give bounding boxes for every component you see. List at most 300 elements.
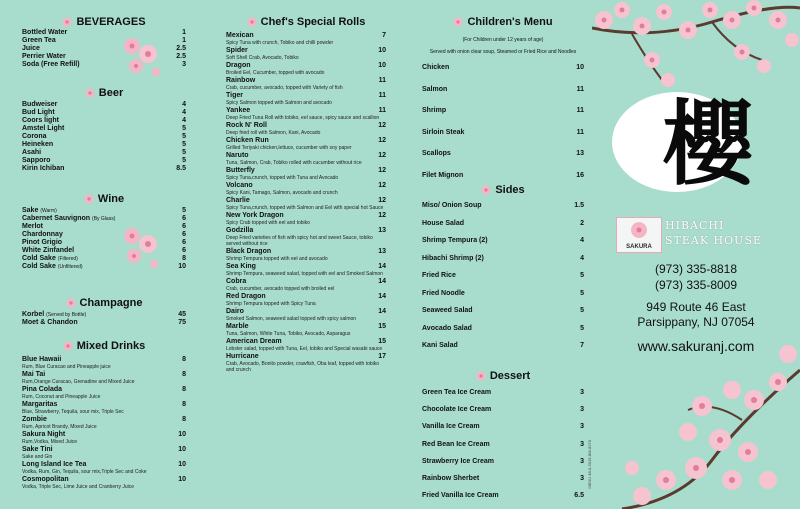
menu-item bbox=[22, 461, 186, 475]
children-age-note: (For Children under 12 years of age) bbox=[462, 37, 544, 43]
menu-item-description: Rum,Orange Curacao, Grenadine and Mixed Juice bbox=[22, 379, 135, 385]
menu-item-price: 1.5 bbox=[574, 202, 584, 209]
mixed-drinks-title: Mixed Drinks bbox=[76, 340, 146, 352]
menu-item bbox=[422, 290, 584, 307]
menu-item bbox=[22, 215, 186, 223]
menu-item-price: 16 bbox=[576, 171, 584, 179]
menu-item-name-text: Marble bbox=[226, 323, 249, 330]
menu-item-price: 10 bbox=[178, 446, 186, 453]
menu-item bbox=[22, 109, 186, 117]
logo-text: SAKURA bbox=[626, 244, 652, 250]
menu-item bbox=[226, 152, 386, 166]
menu-item-row bbox=[226, 47, 386, 55]
menu-item-name-text: Bottled Water bbox=[22, 29, 68, 36]
champagne-title: Champagne bbox=[79, 297, 143, 309]
menu-item-name bbox=[226, 167, 255, 175]
menu-item-price: 8.5 bbox=[176, 165, 186, 172]
champagne-list bbox=[22, 311, 186, 327]
menu-item-name-text: Korbel bbox=[22, 311, 45, 318]
menu-item-description: Vodka, Triple Sec, Lime Juice and Cranberry Juice bbox=[22, 484, 134, 490]
menu-item-name bbox=[226, 107, 250, 115]
menu-item-price: 1 bbox=[182, 37, 186, 44]
menu-item-name-text: Budweiser bbox=[22, 101, 58, 108]
menu-item-name-text: Moet & Chandon bbox=[22, 319, 78, 326]
logo-blossom-icon bbox=[617, 218, 661, 242]
menu-item-name-text: American Dream bbox=[226, 338, 282, 345]
menu-item-row bbox=[22, 319, 186, 327]
menu-item-price: 8 bbox=[182, 371, 186, 378]
menu-item-row bbox=[226, 248, 386, 256]
menu-item-row bbox=[422, 406, 584, 414]
menu-item-description: Rum, Apricot Brandy, Mixed Juice bbox=[22, 424, 97, 430]
menu-item-price: 5 bbox=[580, 272, 584, 279]
menu-item-row bbox=[22, 371, 186, 379]
menu-item-name bbox=[22, 476, 69, 484]
phone-2: (973) 335-8009 bbox=[654, 278, 738, 292]
menu-item-price: 3 bbox=[580, 423, 584, 431]
menu-item-price: 14 bbox=[378, 308, 386, 315]
menu-item-row bbox=[226, 293, 386, 301]
menu-item-name bbox=[22, 125, 64, 133]
menu-item-name-text: Cobra bbox=[226, 278, 247, 285]
blossom-cluster-icon bbox=[118, 224, 168, 274]
menu-item-name bbox=[226, 152, 249, 160]
menu-item bbox=[22, 157, 186, 165]
menu-item-price: 10 bbox=[178, 263, 186, 270]
menu-item bbox=[22, 165, 186, 173]
menu-item-name bbox=[22, 263, 83, 271]
menu-item-price: 13 bbox=[378, 227, 386, 234]
menu-item-name-text: Black Dragon bbox=[226, 248, 272, 255]
menu-item-name-text: Sakura Night bbox=[22, 431, 66, 438]
menu-item-description: Spicy Kani, Tamago, Salmon, avocado and crunch bbox=[226, 190, 338, 196]
menu-item-name bbox=[422, 406, 491, 414]
menu-item-name bbox=[226, 137, 269, 145]
menu-item-row bbox=[22, 133, 186, 141]
menu-item-name bbox=[226, 182, 253, 190]
menu-item-row bbox=[22, 416, 186, 424]
menu-item-name bbox=[226, 32, 254, 40]
menu-item bbox=[422, 342, 584, 359]
menu-item-row bbox=[422, 342, 584, 350]
menu-item-price: 12 bbox=[378, 197, 386, 204]
menu-item-price: 75 bbox=[178, 319, 186, 326]
menu-item-price: 5 bbox=[580, 324, 584, 332]
menu-item-name bbox=[422, 220, 464, 228]
menu-item-price: 4 bbox=[182, 101, 186, 108]
menu-item bbox=[22, 125, 186, 133]
menu-item bbox=[226, 167, 386, 181]
menu-item-name-text: Strawberry Ice Cream bbox=[422, 457, 494, 465]
menu-item-price: 5 bbox=[580, 307, 584, 314]
children-section bbox=[422, 15, 584, 193]
menu-item-name-text: Filet Mignon bbox=[422, 171, 464, 179]
blossom-icon bbox=[66, 298, 76, 308]
menu-item-name-text: Kani Salad bbox=[422, 342, 458, 349]
menu-item bbox=[22, 431, 186, 445]
menu-item-row bbox=[226, 122, 386, 130]
menu-item-row bbox=[22, 431, 186, 439]
menu-item-row bbox=[422, 272, 584, 280]
menu-item bbox=[422, 458, 584, 474]
menu-item bbox=[226, 278, 386, 292]
menu-item-name-text: Fried Vanilla Ice Cream bbox=[422, 492, 499, 500]
menu-item-name bbox=[226, 122, 267, 130]
menu-item-name-text: Pinot Grigio bbox=[22, 239, 63, 246]
menu-item-description: Rum,Vodka, Mixed Juice bbox=[22, 439, 78, 445]
menu-item-name bbox=[422, 492, 499, 500]
menu-item bbox=[22, 386, 186, 400]
menu-item-row bbox=[422, 492, 584, 500]
menu-item-name-text: Juice bbox=[22, 45, 40, 52]
menu-item bbox=[22, 133, 186, 141]
menu-item-name-text: Fried Rice bbox=[422, 272, 456, 279]
menu-item-description: Grilled Teriyaki chicken,lettuce, cucumber with soy paper bbox=[226, 145, 352, 151]
menu-item bbox=[422, 492, 584, 508]
beer-list bbox=[22, 101, 186, 173]
menu-item-name-text: Margaritas bbox=[22, 401, 58, 408]
sides-title: Sides bbox=[495, 184, 525, 196]
menu-item-row bbox=[422, 458, 584, 466]
menu-item-description: Rum, Blue Curacao and Pineapple juice bbox=[22, 364, 111, 370]
menu-item-name-text: Perrier Water bbox=[22, 53, 66, 60]
menu-item-price: 1 bbox=[182, 29, 186, 36]
menu-item-name bbox=[226, 47, 248, 55]
sides-section bbox=[422, 183, 584, 360]
menu-item-name bbox=[226, 77, 255, 85]
blossom-icon bbox=[476, 371, 486, 381]
menu-item-price: 3 bbox=[580, 389, 584, 396]
menu-item-description: Rum, Coconut and Pineapple Juice bbox=[22, 394, 101, 400]
menu-item-name bbox=[422, 307, 473, 315]
menu-item-row bbox=[22, 109, 186, 117]
menu-item-row bbox=[226, 308, 386, 316]
menu-item-price: 8 bbox=[182, 401, 186, 408]
menu-item-name bbox=[226, 62, 251, 70]
menu-item-name-text: Merlot bbox=[22, 223, 43, 230]
menu-item bbox=[22, 476, 186, 490]
menu-item-price: 4 bbox=[580, 254, 584, 262]
menu-item-name bbox=[22, 207, 57, 215]
menu-item-name-text: Heineken bbox=[22, 141, 54, 148]
menu-item-row bbox=[22, 165, 186, 173]
menu-item bbox=[226, 338, 386, 352]
menu-item-price: 10 bbox=[178, 476, 186, 483]
menu-item-name bbox=[22, 239, 62, 247]
menu-item-name-text: Sake Tini bbox=[22, 446, 53, 453]
menu-item-row bbox=[422, 86, 584, 94]
menu-item-name bbox=[22, 247, 74, 255]
kanji-logo: 櫻 bbox=[662, 90, 755, 198]
menu-item bbox=[422, 441, 584, 457]
dessert-list bbox=[422, 389, 584, 508]
menu-item-name bbox=[422, 475, 479, 483]
menu-item-description: Shrimp Tempura, seaweed salad, topped with eel and Smoked Salmon bbox=[226, 271, 383, 277]
wine-title: Wine bbox=[97, 193, 125, 205]
menu-item-name bbox=[422, 202, 482, 210]
menu-item-name-text: House Salad bbox=[422, 219, 465, 227]
menu-item-row bbox=[22, 401, 186, 409]
menu-item-name-text: Corona bbox=[22, 133, 47, 140]
menu-item bbox=[226, 353, 386, 373]
menu-item-name-text: Sapporo bbox=[22, 157, 51, 164]
blossom-icon bbox=[85, 88, 95, 98]
menu-item-description: Crab, cucumber, avocado, topped with Variety of fish bbox=[226, 85, 343, 91]
menu-item-price: 2.5 bbox=[176, 45, 186, 52]
restaurant-name bbox=[665, 218, 762, 248]
menu-item-description: Shrimp Tempura topped with Spicy Tuna bbox=[226, 301, 316, 307]
menu-item bbox=[226, 323, 386, 337]
menu-item-name-text: Amstel Light bbox=[22, 125, 65, 132]
menu-item-name-text: Sake bbox=[22, 207, 39, 214]
menu-item-name bbox=[22, 416, 47, 424]
menu-item-name-text: Dragon bbox=[226, 62, 251, 69]
menu-item bbox=[22, 446, 186, 460]
menu-item-name bbox=[226, 227, 253, 235]
menu-item-name bbox=[226, 293, 266, 301]
menu-item-name-text: Rainbow bbox=[226, 77, 256, 84]
menu-item-name bbox=[422, 237, 488, 245]
menu-item-name-text: Dairo bbox=[226, 308, 244, 315]
menu-item-name bbox=[22, 386, 62, 394]
menu-item-name bbox=[22, 109, 55, 117]
menu-item-name bbox=[226, 92, 243, 100]
menu-item bbox=[22, 356, 186, 370]
menu-item-price: 11 bbox=[576, 107, 584, 114]
menu-item-name-text: Vanilla Ice Cream bbox=[422, 423, 480, 431]
menu-item-name bbox=[22, 431, 65, 439]
menu-item-price: 13 bbox=[378, 248, 386, 255]
menu-item-price: 5 bbox=[182, 207, 186, 214]
menu-item-price: 7 bbox=[580, 342, 584, 349]
menu-item-description: Spicy Tuna with crunch, Tobiko and chilli powder bbox=[226, 40, 334, 46]
menu-item-row bbox=[22, 461, 186, 469]
menu-item-name bbox=[226, 197, 250, 205]
menu-item-row bbox=[422, 307, 584, 315]
menu-item-price: 5 bbox=[182, 125, 186, 132]
menu-item-name-text: Butterfly bbox=[226, 167, 255, 174]
menu-item-row bbox=[22, 125, 186, 133]
rolls-title: Chef's Special Rolls bbox=[260, 16, 366, 28]
menu-item-row bbox=[226, 182, 386, 190]
menu-item-name-text: Chardonnay bbox=[22, 231, 63, 238]
menu-item-name-text: Rainbow Sherbet bbox=[422, 474, 480, 482]
menu-item-name bbox=[22, 101, 57, 109]
menu-item bbox=[22, 311, 186, 319]
blossom-icon bbox=[62, 17, 72, 27]
menu-item-description: Shrimp Tempura topped with eel and avocado bbox=[226, 256, 328, 262]
beer-title: Beer bbox=[98, 87, 124, 99]
menu-item-row bbox=[226, 137, 386, 145]
menu-item-row bbox=[226, 167, 386, 175]
website: www.sakuranj.com bbox=[637, 338, 755, 354]
menu-item-name-text: Long Island Ice Tea bbox=[22, 461, 87, 468]
restaurant-name-line2: STEAK HOUSE bbox=[665, 234, 763, 247]
menu-item-description: Crab, cucumber, avocado topped with broiled eel bbox=[226, 286, 335, 292]
menu-item-name-text: Rock N' Roll bbox=[226, 122, 267, 129]
menu-item-price: 14 bbox=[378, 293, 386, 300]
menu-item-price: 10 bbox=[576, 64, 584, 71]
menu-item-name-text: Green Tea bbox=[22, 37, 56, 44]
menu-item bbox=[422, 406, 584, 422]
menu-item-name bbox=[422, 172, 463, 180]
menu-item bbox=[22, 117, 186, 125]
menu-item-price: 8 bbox=[182, 255, 186, 262]
menu-item-price: 14 bbox=[378, 263, 386, 270]
menu-item-row bbox=[22, 207, 186, 215]
menu-item-name-text: Tiger bbox=[226, 92, 243, 99]
menu-item bbox=[226, 293, 386, 307]
menu-item bbox=[422, 220, 584, 237]
menu-item bbox=[226, 263, 386, 277]
menu-item-name-text: Hibachi Shrimp (2) bbox=[422, 254, 484, 262]
menu-item-price: 6 bbox=[182, 215, 186, 222]
menu-item-price: 12 bbox=[378, 122, 386, 129]
menu-item-name bbox=[422, 458, 494, 466]
menu-item-price: 6 bbox=[182, 223, 186, 230]
menu-item-name-text: Mexican bbox=[226, 32, 254, 39]
menu-item-name-text: Seaweed Salad bbox=[422, 307, 473, 314]
menu-item-name bbox=[422, 255, 484, 263]
menu-item-price: 15 bbox=[378, 323, 386, 330]
menu-item-price: 4 bbox=[182, 117, 186, 124]
menu-item bbox=[422, 272, 584, 289]
menu-item-name-text: Cabernet Sauvignon bbox=[22, 215, 91, 222]
menu-item-name bbox=[22, 319, 78, 327]
menu-item-row bbox=[422, 107, 584, 115]
menu-item-name-text: Naruto bbox=[226, 152, 249, 159]
menu-item-name bbox=[22, 29, 67, 37]
menu-item-name bbox=[422, 64, 449, 72]
menu-item-name-text: Shrimp Tempura (2) bbox=[422, 237, 488, 244]
menu-item-name bbox=[422, 441, 490, 449]
menu-item-price: 11 bbox=[378, 92, 386, 99]
menu-item-name bbox=[422, 389, 491, 397]
menu-item-row bbox=[422, 441, 584, 449]
menu-item-price: 12 bbox=[378, 167, 386, 174]
menu-item bbox=[22, 207, 186, 215]
menu-item-price: 6 bbox=[182, 231, 186, 238]
rolls-list bbox=[226, 32, 386, 373]
menu-item-description: Sake and Gin bbox=[22, 454, 53, 460]
menu-item bbox=[226, 62, 386, 76]
menu-item-name-text: Red Dragon bbox=[226, 293, 266, 300]
menu-item-description: Spicy Crab topped with eel and tobiko bbox=[226, 220, 310, 226]
mixed-drinks-list bbox=[22, 356, 186, 490]
menu-item-description: Deep Fried varieties of fish with spicy hot and sweet Sauce, tobiko served without rice bbox=[226, 235, 373, 247]
menu-item bbox=[226, 227, 386, 247]
menu-item-row bbox=[226, 278, 386, 286]
menu-item-description: Spicy Tuna,crunch, topped with Tuna and Avocado bbox=[226, 175, 339, 181]
menu-item bbox=[226, 77, 386, 91]
menu-item-description: Smoked Salmon, seaweed salad topped with spicy salmon bbox=[226, 316, 357, 322]
menu-item bbox=[226, 107, 386, 121]
blossom-icon bbox=[84, 194, 94, 204]
menu-item-price: 10 bbox=[178, 431, 186, 438]
menu-item-name-text: Miso/ Onion Soup bbox=[422, 202, 482, 209]
menu-item-name-text: Red Bean Ice Cream bbox=[422, 440, 490, 448]
menu-item-name-text: Chocolate Ice Cream bbox=[422, 406, 492, 414]
menu-item-name bbox=[22, 356, 61, 364]
menu-item-name bbox=[226, 248, 271, 256]
menu-item-name bbox=[422, 86, 447, 94]
menu-item-name-text: Kirin Ichiban bbox=[22, 165, 65, 172]
menu-item-name bbox=[422, 107, 446, 115]
menu-item-name bbox=[22, 117, 59, 125]
menu-item-row bbox=[22, 356, 186, 364]
menu-item-name bbox=[226, 212, 284, 220]
menu-item-price: 17 bbox=[378, 353, 386, 360]
menu-item-name bbox=[22, 133, 47, 141]
menu-item-row bbox=[422, 290, 584, 298]
menu-item-row bbox=[226, 77, 386, 85]
menu-item-name bbox=[22, 255, 78, 263]
menu-item-row bbox=[226, 107, 386, 115]
menu-item-row bbox=[226, 212, 386, 220]
menu-item-price: 5 bbox=[580, 289, 584, 297]
menu-item-price: 12 bbox=[378, 212, 386, 219]
menu-item-name-text: Chicken bbox=[422, 64, 450, 71]
menu-item-price: 3 bbox=[580, 406, 584, 414]
menu-item-description: Crab, Avocado, Bonito powder, crawfish, Oba leaf, topped with tobiko and crunch bbox=[226, 361, 380, 373]
menu-item-row bbox=[22, 386, 186, 394]
menu-item-description: Deep fried roll with Salmon, Kani, Avocado bbox=[226, 130, 321, 136]
menu-item-name bbox=[22, 401, 57, 409]
menu-item bbox=[422, 307, 584, 324]
menu-item-name-text: Spider bbox=[226, 47, 248, 54]
menu-item-name bbox=[226, 338, 282, 346]
menu-item-row bbox=[22, 476, 186, 484]
phone-1: (973) 335-8818 bbox=[654, 262, 738, 276]
menu-item-name bbox=[22, 157, 50, 165]
menu-item-name-text: Salmon bbox=[422, 85, 448, 93]
menu-item-name-text: Scallops bbox=[422, 150, 451, 157]
print-code: MENU 48-0-2015-8W-8270 bbox=[587, 440, 592, 489]
menu-item-row bbox=[22, 311, 186, 319]
menu-item-name bbox=[22, 45, 40, 53]
menu-item bbox=[226, 32, 386, 46]
menu-item-name bbox=[226, 278, 246, 286]
menu-item-name bbox=[22, 231, 63, 239]
menu-item-name-text: Pina Colada bbox=[22, 386, 63, 393]
menu-item-note: (Served by Bottle) bbox=[46, 312, 87, 318]
address-line1: 949 Route 46 East bbox=[646, 300, 746, 314]
menu-item-name bbox=[22, 446, 53, 454]
menu-item-row bbox=[226, 32, 386, 40]
menu-item-name bbox=[422, 129, 464, 137]
menu-item-row bbox=[226, 92, 386, 100]
sides-list bbox=[422, 202, 584, 359]
menu-item-name-text: Fried Noodle bbox=[422, 289, 465, 297]
menu-item bbox=[226, 122, 386, 136]
menu-item-price: 45 bbox=[178, 311, 186, 318]
menu-item bbox=[226, 92, 386, 106]
menu-item-price: 2.5 bbox=[176, 53, 186, 60]
menu-item-name-text: Cold Sake bbox=[22, 255, 56, 262]
beverages-title: BEVERAGES bbox=[76, 16, 146, 28]
menu-item-name bbox=[22, 149, 41, 157]
menu-item-price: 10 bbox=[378, 62, 386, 69]
menu-item-price: 3 bbox=[580, 440, 584, 448]
menu-item-row bbox=[22, 446, 186, 454]
menu-item-row bbox=[22, 149, 186, 157]
menu-item bbox=[422, 202, 584, 219]
menu-item-price: 6 bbox=[182, 239, 186, 246]
menu-item-note: (Filtered) bbox=[57, 256, 78, 262]
menu-item-price: 10 bbox=[378, 47, 386, 54]
menu-item-name-text: Bud Light bbox=[22, 109, 55, 116]
menu-item-description: Blue, Strawberry, Tequila, sour mix, Triple Sec bbox=[22, 409, 124, 415]
